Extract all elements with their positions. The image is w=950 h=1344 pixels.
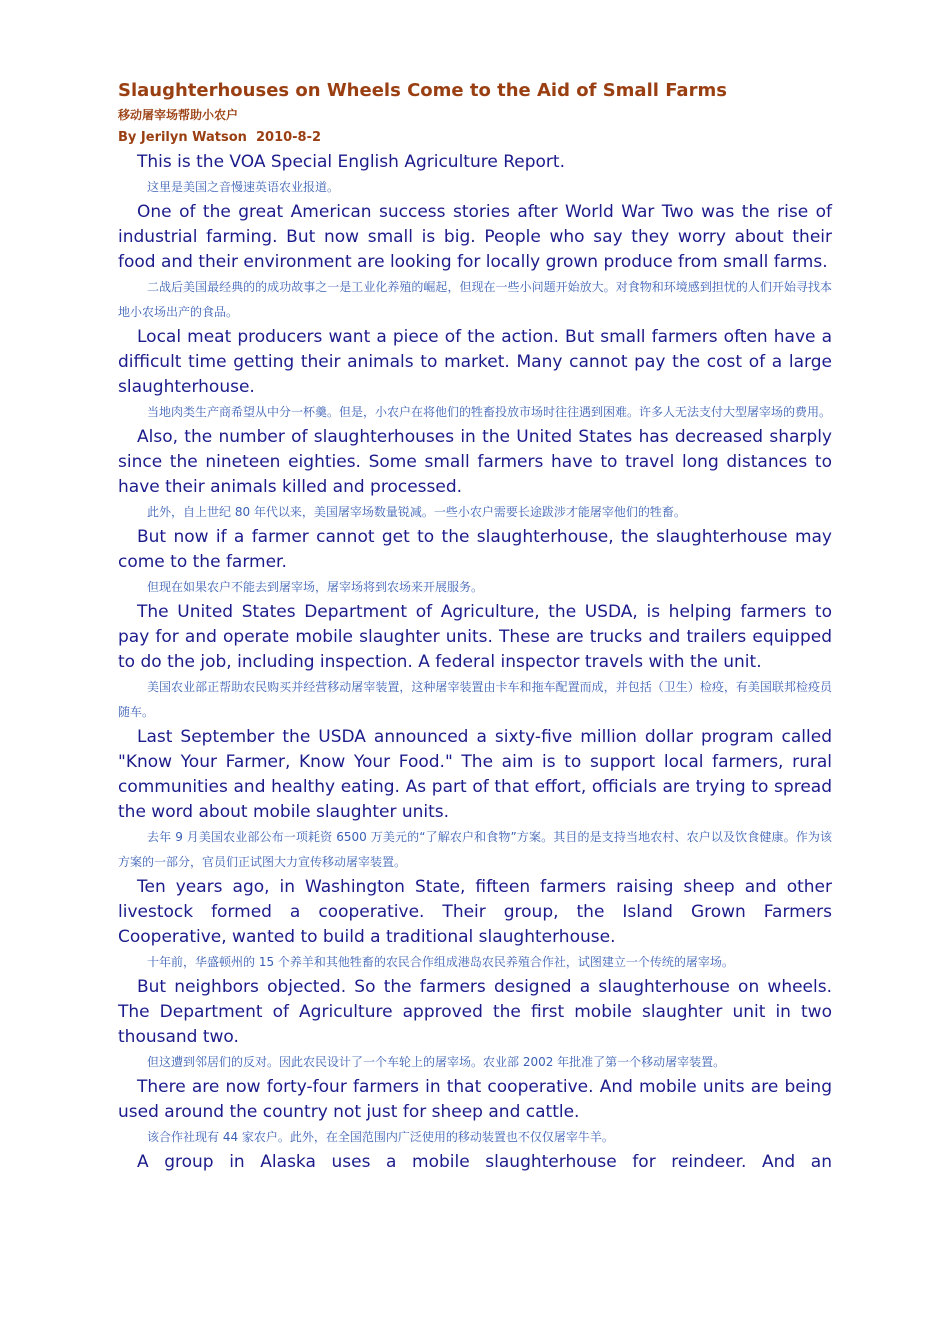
article-title: Slaughterhouses on Wheels Come to the Aid of Small Farms [118, 80, 727, 101]
paragraph-chinese: 去年 9 月美国农业部公布一项耗资 6500 万美元的“了解农户和食物”方案。其目的是支持当地农村、农户以及饮食健康。作为该方案的一部分，官员们正试图大力宣传移动屠宰装置。 [118, 830, 832, 869]
paragraph-english: This is the VOA Special English Agriculture Report. [137, 152, 565, 172]
paragraph-english: Local meat producers want a piece of the action. But small farmers often have a difficult time getting their animals to market. Many cannot pay the cost of a large slaughterhouse. [118, 327, 832, 397]
paragraph-chinese: 但这遭到邻居们的反对。因此农民设计了一个车轮上的屠宰场。农业部 2002 年批准了第一个移动屠宰装置。 [147, 1055, 726, 1069]
article [118, 78, 832, 1175]
paragraph-english: But neighbors objected. So the farmers designed a slaughterhouse on wheels. The Department of Agriculture approved the first mobile slaughter unit in two thousand two. [118, 977, 832, 1047]
paragraph-english: A group in Alaska uses a mobile slaughterhouse for reindeer. And an [137, 1152, 832, 1172]
paragraph-chinese: 美国农业部正帮助农民购买并经营移动屠宰装置，这种屠宰装置由卡车和拖车配置而成，并包括（卫生）检疫，有美国联邦检疫员随车。 [118, 680, 832, 719]
paragraph-english: The United States Department of Agriculture, the USDA, is helping farmers to pay for and operate mobile slaughter units. These are trucks and trailers equipped to do the job, including inspection. A federal inspector travels with the unit. [118, 602, 832, 672]
paragraph-chinese: 但现在如果农户不能去到屠宰场，屠宰场将到农场来开展服务。 [147, 580, 484, 594]
paragraph-english: But now if a farmer cannot get to the slaughterhouse, the slaughterhouse may come to the farmer. [118, 527, 832, 572]
paragraph-chinese: 此外，自上世纪 80 年代以来，美国屠宰场数量锐减。一些小农户需要长途跋涉才能屠宰他们的牲畜。 [147, 505, 686, 519]
paragraph-english: Last September the USDA announced a sixty-five million dollar program called "Know Your Farmer, Know Your Food." The aim is to support local farmers, rural communities and healthy eating. As part of that effort, officials are trying to spread the word about mobile slaughter units. [118, 727, 832, 822]
paragraph-english: One of the great American success stories after World War Two was the rise of industrial farming. But now small is big. People who say they worry about their food and their environment are looking for locally grown produce from small farms. [118, 202, 832, 272]
paragraph-english: Ten years ago, in Washington State, fifteen farmers raising sheep and other livestock formed a cooperative. Their group, the Island Grown Farmers Cooperative, wanted to build a traditional slaughterhouse. [118, 877, 832, 947]
paragraph-chinese: 十年前，华盛顿州的 15 个养羊和其他牲畜的农民合作组成港岛农民养殖合作社，试图建立一个传统的屠宰场。 [147, 955, 734, 969]
paragraph-chinese: 该合作社现有 44 家农户。此外，在全国范围内广泛使用的移动装置也不仅仅屠宰牛羊。 [147, 1130, 614, 1144]
article-byline: By Jerilyn Watson 2010-8-2 [118, 130, 322, 145]
paragraph-chinese: 当地肉类生产商希望从中分一杯羹。但是，小农户在将他们的牲畜投放市场时往往遇到困难。许多人无法支付大型屠宰场的费用。 [147, 405, 832, 419]
paragraph-chinese: 这里是美国之音慢速英语农业报道。 [147, 180, 340, 194]
paragraph-chinese: 二战后美国最经典的的成功故事之一是工业化养殖的崛起，但现在一些小问题开始放大。对食物和环境感到担忧的人们开始寻找本地小农场出产的食品。 [118, 280, 832, 319]
article-subtitle-chinese: 移动屠宰场帮助小农户 [118, 108, 239, 122]
paragraph-english: There are now forty-four farmers in that cooperative. And mobile units are being used around the country not just for sheep and cattle. [118, 1077, 832, 1122]
paragraph-english: Also, the number of slaughterhouses in the United States has decreased sharply since the nineteen eighties. Some small farmers have to travel long distances to have their animals killed and processed. [118, 427, 832, 497]
